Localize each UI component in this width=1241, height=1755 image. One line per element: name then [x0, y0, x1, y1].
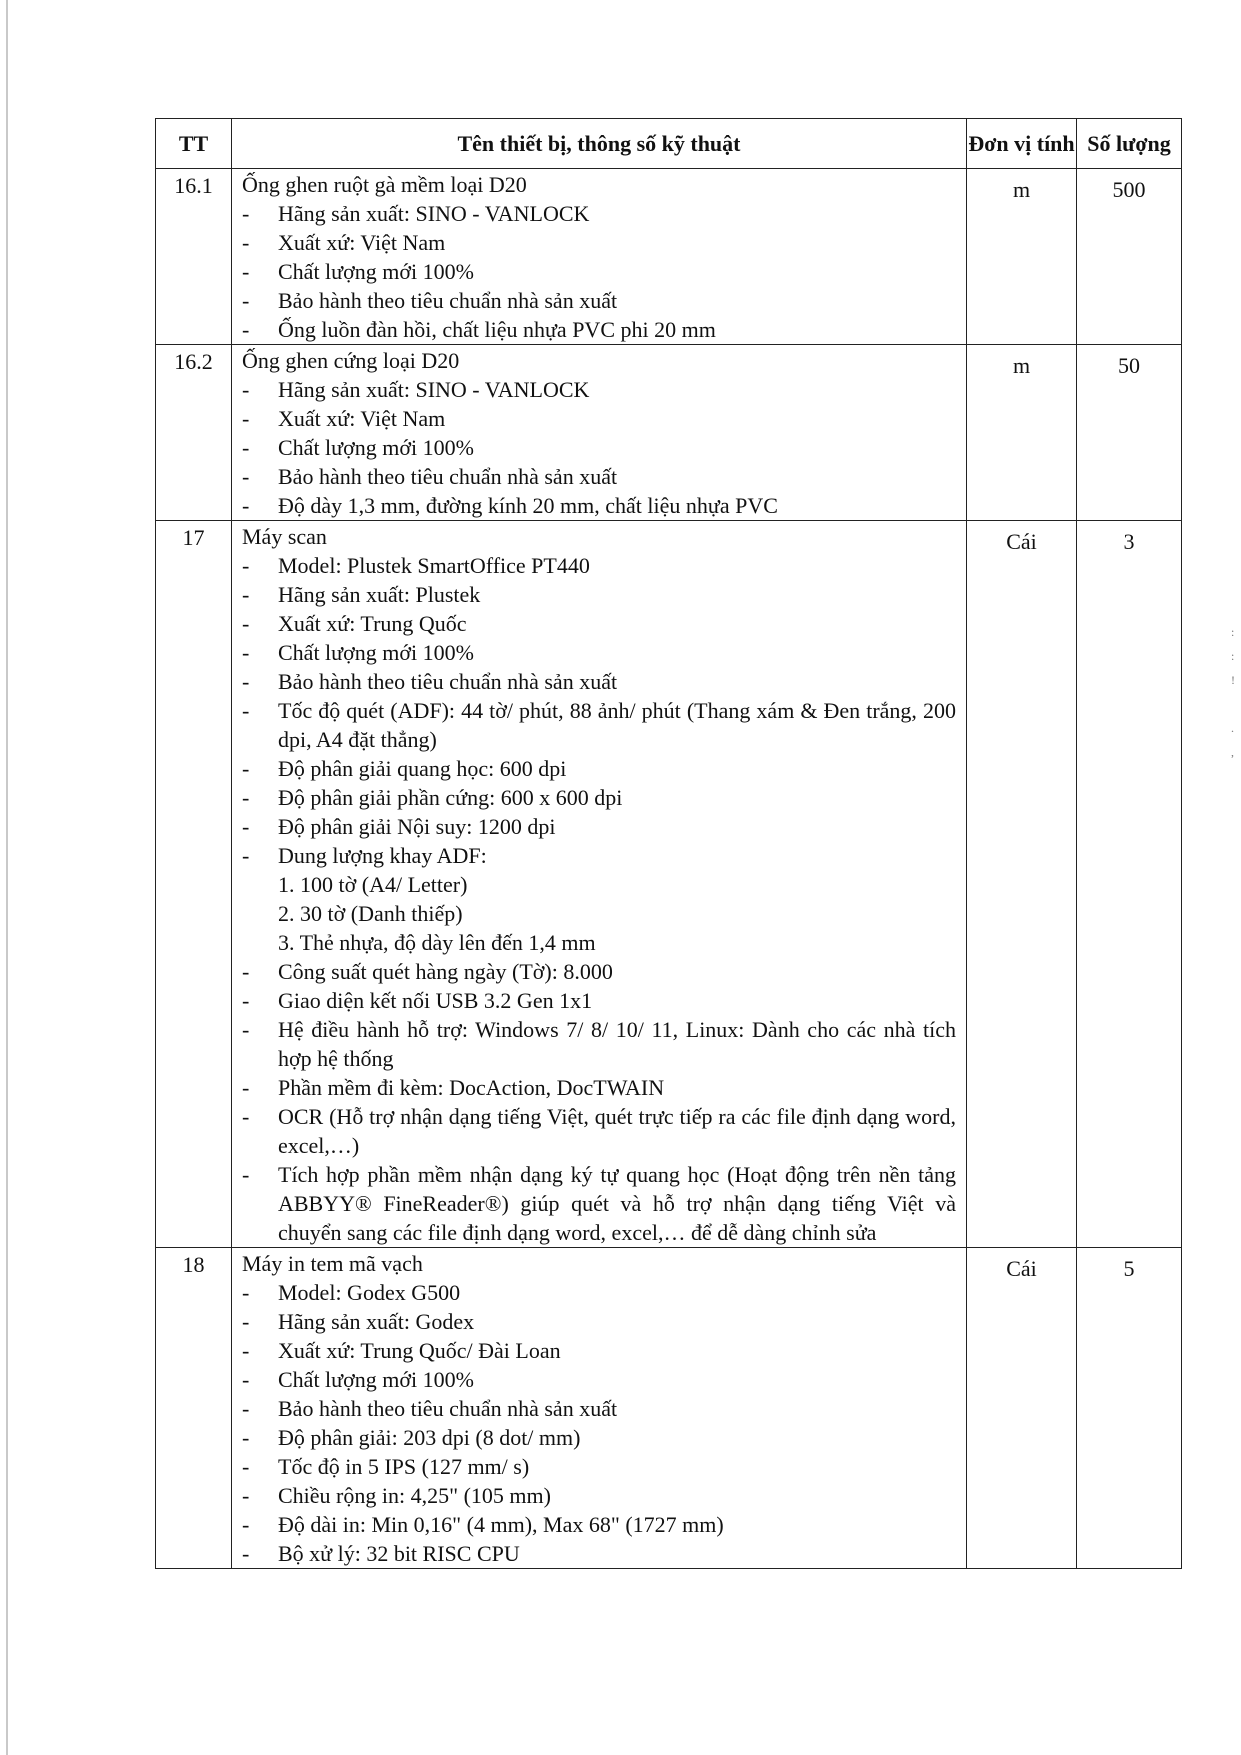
- spec-line: [242, 1365, 956, 1394]
- margin-marks: : : ! . ,: [1231, 625, 1235, 759]
- spec-line: [242, 315, 956, 344]
- spec-text: Chất lượng mới 100%: [278, 259, 474, 284]
- unit: Cái: [967, 1248, 1077, 1569]
- spec-text: Ống luồn đàn hồi, chất liệu nhựa PVC phi 20 mm: [278, 317, 716, 342]
- spec-text: OCR (Hỗ trợ nhận dạng tiếng Việt, quét trực tiếp ra các file định dạng word, excel,…): [278, 1104, 956, 1158]
- spec-text: Tốc độ in 5 IPS (127 mm/ s): [278, 1454, 530, 1479]
- row-number: 17: [156, 521, 232, 1248]
- unit: m: [967, 169, 1077, 345]
- spec-line: [242, 957, 956, 986]
- unit: m: [967, 345, 1077, 521]
- bullet-dash: -: [242, 698, 250, 723]
- table-header-row: [156, 119, 1182, 169]
- spec-line: [242, 375, 956, 404]
- spec-text: Độ dày 1,3 mm, đường kính 20 mm, chất liệu nhựa PVC: [278, 493, 778, 518]
- quantity: 50: [1077, 345, 1182, 521]
- spec-subitem: 1. 100 tờ (A4/ Letter): [278, 872, 468, 897]
- bullet-dash: -: [242, 582, 250, 607]
- bullet-dash: -: [242, 843, 250, 868]
- spec-line: [242, 433, 956, 462]
- bullet-dash: -: [242, 317, 250, 342]
- quantity: 3: [1077, 521, 1182, 1248]
- bullet-dash: -: [242, 1338, 250, 1363]
- bullet-dash: -: [242, 553, 250, 578]
- spec-line: [242, 580, 956, 609]
- spec-line: [242, 1539, 956, 1568]
- spec-text: Model: Godex G500: [278, 1280, 461, 1305]
- spec-text: Hãng sản xuất: Godex: [278, 1309, 475, 1334]
- spec-line: [242, 1160, 956, 1247]
- spec-line: [242, 986, 956, 1015]
- bullet-dash: -: [242, 1541, 250, 1566]
- spec-text: Xuất xứ: Trung Quốc: [278, 611, 467, 636]
- bullet-dash: -: [242, 1454, 250, 1479]
- bullet-dash: -: [242, 756, 250, 781]
- spec-line: [242, 812, 956, 841]
- spec-text: Độ phân giải phần cứng: 600 x 600 dpi: [278, 785, 623, 810]
- spec-text: Chất lượng mới 100%: [278, 640, 474, 665]
- bullet-dash: -: [242, 814, 250, 839]
- spec-line: [242, 1481, 956, 1510]
- spec-line: [242, 1102, 956, 1160]
- spec-line: [242, 638, 956, 667]
- bullet-dash: -: [242, 435, 250, 460]
- bullet-dash: -: [242, 288, 250, 313]
- item-title: Máy scan: [242, 524, 327, 549]
- item-title: Ống ghen cứng loại D20: [242, 348, 460, 373]
- spec-line: [242, 1015, 956, 1073]
- table-row: [156, 521, 1182, 1248]
- spec-text: Bộ xử lý: 32 bit RISC CPU: [278, 1541, 520, 1566]
- bullet-dash: -: [242, 406, 250, 431]
- bullet-dash: -: [242, 230, 250, 255]
- spec-subitem: 2. 30 tờ (Danh thiếp): [278, 901, 463, 926]
- table-row: [156, 1248, 1182, 1569]
- spec-text: Xuất xứ: Việt Nam: [278, 406, 446, 431]
- header-unit: Đơn vị tính: [967, 119, 1077, 169]
- spec-line: [242, 257, 956, 286]
- spec-text: Hãng sản xuất: Plustek: [278, 582, 481, 607]
- spec-text: Hãng sản xuất: SINO - VANLOCK: [278, 201, 590, 226]
- spec-text: Tốc độ quét (ADF): 44 tờ/ phút, 88 ảnh/ phút (Thang xám & Đen trắng, 200 dpi, A4 đặt thẳng): [278, 698, 956, 752]
- item-description: [232, 345, 967, 521]
- spec-text: Bảo hành theo tiêu chuẩn nhà sản xuất: [278, 288, 618, 313]
- bullet-dash: -: [242, 959, 250, 984]
- spec-text: Độ dài in: Min 0,16" (4 mm), Max 68" (1727 mm): [278, 1512, 724, 1537]
- bullet-dash: -: [242, 785, 250, 810]
- bullet-dash: -: [242, 1483, 250, 1508]
- bullet-dash: -: [242, 988, 250, 1013]
- spec-text: Phần mềm đi kèm: DocAction, DocTWAIN: [278, 1075, 665, 1100]
- quantity: 5: [1077, 1248, 1182, 1569]
- bullet-dash: -: [242, 1367, 250, 1392]
- bullet-dash: -: [242, 640, 250, 665]
- spec-line: [242, 1452, 956, 1481]
- spec-line: [242, 754, 956, 783]
- spec-line: [242, 491, 956, 520]
- spec-line: [242, 1394, 956, 1423]
- spec-text: Dung lượng khay ADF:: [278, 843, 487, 868]
- spec-text: Bảo hành theo tiêu chuẩn nhà sản xuất: [278, 1396, 618, 1421]
- unit: Cái: [967, 521, 1077, 1248]
- scan-edge-line: [6, 0, 8, 1755]
- bullet-dash: -: [242, 1162, 250, 1187]
- spec-line: [242, 609, 956, 638]
- table-row: [156, 169, 1182, 345]
- bullet-dash: -: [242, 201, 250, 226]
- bullet-dash: -: [242, 1104, 250, 1129]
- row-number: 16.2: [156, 345, 232, 521]
- spec-text: Giao diện kết nối USB 3.2 Gen 1x1: [278, 988, 593, 1013]
- table-body: [156, 169, 1182, 1569]
- item-title: Máy in tem mã vạch: [242, 1251, 423, 1276]
- spec-line: [242, 1423, 956, 1452]
- bullet-dash: -: [242, 259, 250, 284]
- bullet-dash: -: [242, 1309, 250, 1334]
- spec-text: Bảo hành theo tiêu chuẩn nhà sản xuất: [278, 669, 618, 694]
- bullet-dash: -: [242, 493, 250, 518]
- spec-line: [242, 1073, 956, 1102]
- spec-text: Độ phân giải: 203 dpi (8 dot/ mm): [278, 1425, 581, 1450]
- row-number: 18: [156, 1248, 232, 1569]
- spec-line: [242, 667, 956, 696]
- item-description: [232, 169, 967, 345]
- spec-text: Xuất xứ: Trung Quốc/ Đài Loan: [278, 1338, 561, 1363]
- spec-text: Hãng sản xuất: SINO - VANLOCK: [278, 377, 590, 402]
- spec-text: Hệ điều hành hỗ trợ: Windows 7/ 8/ 10/ 11, Linux: Dành cho các nhà tích hợp hệ thống: [278, 1017, 956, 1071]
- equipment-spec-table: [155, 118, 1182, 1569]
- bullet-dash: -: [242, 464, 250, 489]
- bullet-dash: -: [242, 1396, 250, 1421]
- spec-line: [242, 696, 956, 754]
- item-description: [232, 1248, 967, 1569]
- table-row: [156, 345, 1182, 521]
- spec-text: Độ phân giải Nội suy: 1200 dpi: [278, 814, 556, 839]
- spec-line: [242, 1307, 956, 1336]
- bullet-dash: -: [242, 1425, 250, 1450]
- spec-line: [242, 228, 956, 257]
- spec-line: [242, 404, 956, 433]
- bullet-dash: -: [242, 1017, 250, 1042]
- spec-text: Bảo hành theo tiêu chuẩn nhà sản xuất: [278, 464, 618, 489]
- spec-line: [242, 462, 956, 491]
- header-name: Tên thiết bị, thông số kỹ thuật: [232, 119, 967, 169]
- spec-text: Công suất quét hàng ngày (Tờ): 8.000: [278, 959, 613, 984]
- spec-line: [242, 783, 956, 812]
- spec-line: [242, 551, 956, 580]
- spec-text: Model: Plustek SmartOffice PT440: [278, 553, 590, 578]
- item-description: [232, 521, 967, 1248]
- spec-line: [242, 841, 956, 870]
- bullet-dash: -: [242, 1280, 250, 1305]
- row-number: 16.1: [156, 169, 232, 345]
- header-qty: Số lượng: [1077, 119, 1182, 169]
- header-tt: TT: [156, 119, 232, 169]
- spec-subitem: 3. Thẻ nhựa, độ dày lên đến 1,4 mm: [278, 930, 596, 955]
- spec-line: [242, 1278, 956, 1307]
- spec-text: Chất lượng mới 100%: [278, 435, 474, 460]
- bullet-dash: -: [242, 1512, 250, 1537]
- bullet-dash: -: [242, 669, 250, 694]
- bullet-dash: -: [242, 1075, 250, 1100]
- spec-line: [242, 286, 956, 315]
- spec-text: Chiều rộng in: 4,25" (105 mm): [278, 1483, 551, 1508]
- bullet-dash: -: [242, 611, 250, 636]
- spec-text: Chất lượng mới 100%: [278, 1367, 474, 1392]
- spec-line: [242, 1510, 956, 1539]
- spec-text: Tích hợp phần mềm nhận dạng ký tự quang học (Hoạt động trên nền tảng ABBYY® FineReader®) giúp quét và hỗ trợ nhận dạng tiếng Việt và chuyển sang các file định dạng word, excel,… để dễ dàng chỉnh sửa: [278, 1162, 956, 1245]
- spec-text: Xuất xứ: Việt Nam: [278, 230, 446, 255]
- spec-line: [242, 199, 956, 228]
- spec-line: [242, 1336, 956, 1365]
- quantity: 500: [1077, 169, 1182, 345]
- bullet-dash: -: [242, 377, 250, 402]
- spec-text: Độ phân giải quang học: 600 dpi: [278, 756, 567, 781]
- item-title: Ống ghen ruột gà mềm loại D20: [242, 172, 527, 197]
